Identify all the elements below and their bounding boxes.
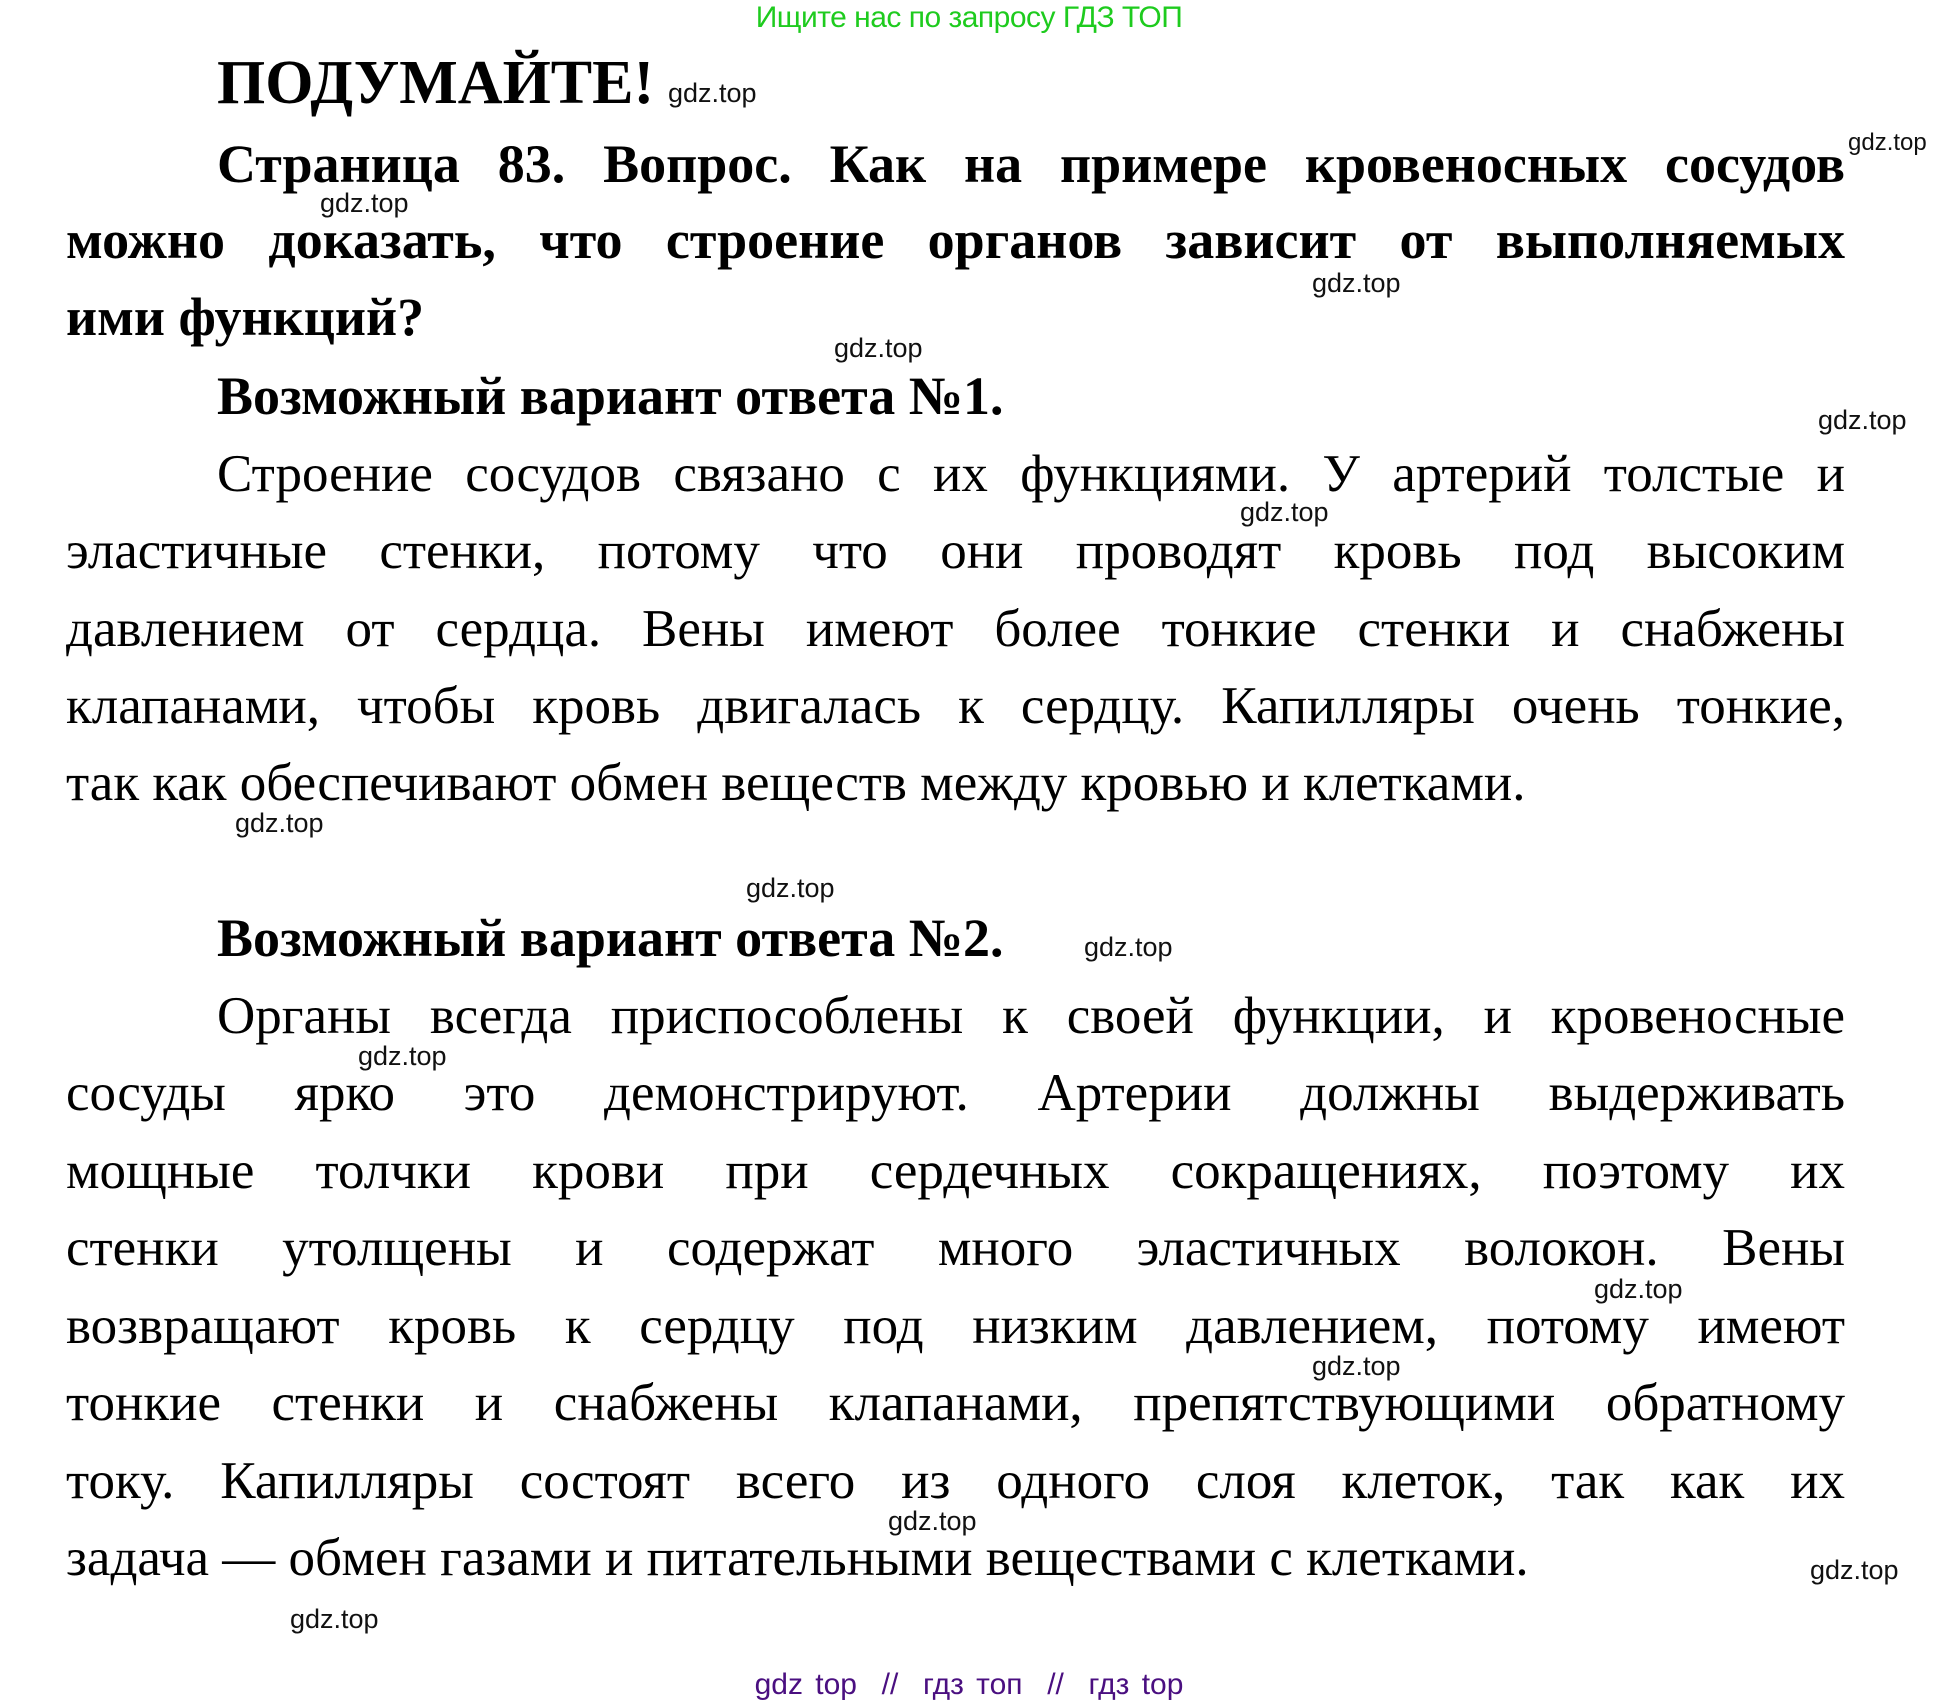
watermark: gdz.top xyxy=(290,1604,379,1634)
question-line: Страница 83. Вопрос. Как на примере кровеносных сосудов xyxy=(217,134,1845,194)
watermark: gdz.top xyxy=(1848,129,1927,156)
watermark: gdz.top xyxy=(358,1041,447,1071)
watermark: gdz.top xyxy=(888,1506,977,1536)
answer-1-heading: Возможный вариант ответа №1. xyxy=(217,366,1004,426)
answer-2-line: сосуды ярко это демонстрируют. Артерии должны выдерживать xyxy=(66,1064,1845,1122)
answer-2-line: возвращают кровь к сердцу под низким давлением, потому имеют xyxy=(66,1297,1845,1355)
answer-1-line: так как обеспечивают обмен веществ между кровью и клетками. xyxy=(66,754,1526,812)
page-title: ПОДУМАЙТЕ! xyxy=(217,49,655,117)
watermark: gdz.top xyxy=(1810,1555,1899,1585)
answer-2-line: току. Капилляры состоят всего из одного слоя клеток, так как их xyxy=(66,1452,1845,1510)
watermark: gdz.top xyxy=(1594,1274,1683,1304)
answer-2-line: мощные толчки крови при сердечных сокращениях, поэтому их xyxy=(66,1142,1845,1200)
question-line: можно доказать, что строение органов зависит от выполняемых xyxy=(66,210,1845,270)
answer-2-line: Органы всегда приспособлены к своей функции, и кровеносные xyxy=(217,987,1845,1045)
watermark: gdz.top xyxy=(235,808,324,838)
search-banner: Ищите нас по запросу ГДЗ ТОП xyxy=(755,1,1183,34)
footer-watermark: gdz top // гдз топ // гдз top xyxy=(754,1668,1184,1701)
watermark: gdz.top xyxy=(1240,497,1329,527)
question-line: ими функций? xyxy=(66,287,425,347)
watermark: gdz.top xyxy=(1312,1351,1401,1381)
watermark: gdz.top xyxy=(668,78,757,108)
watermark: gdz.top xyxy=(1084,932,1173,962)
answer-2-line: стенки утолщены и содержат много эластичных волокон. Вены xyxy=(66,1219,1845,1277)
answer-1-line: эластичные стенки, потому что они проводят кровь под высоким xyxy=(66,522,1845,580)
answer-1-line: давлением от сердца. Вены имеют более тонкие стенки и снабжены xyxy=(66,600,1845,658)
watermark: gdz.top xyxy=(1312,268,1401,298)
answer-1-line: Строение сосудов связано с их функциями. У артерий толстые и xyxy=(217,445,1845,503)
answer-2-line: тонкие стенки и снабжены клапанами, препятствующими обратному xyxy=(66,1374,1845,1432)
answer-1-line: клапанами, чтобы кровь двигалась к сердцу. Капилляры очень тонкие, xyxy=(66,677,1845,735)
watermark: gdz.top xyxy=(746,873,835,903)
watermark: gdz.top xyxy=(834,333,923,363)
watermark: gdz.top xyxy=(1818,405,1907,435)
answer-2-line: задача — обмен газами и питательными веществами с клетками. xyxy=(66,1529,1529,1587)
answer-2-heading: Возможный вариант ответа №2. xyxy=(217,908,1004,968)
watermark: gdz.top xyxy=(320,188,409,218)
